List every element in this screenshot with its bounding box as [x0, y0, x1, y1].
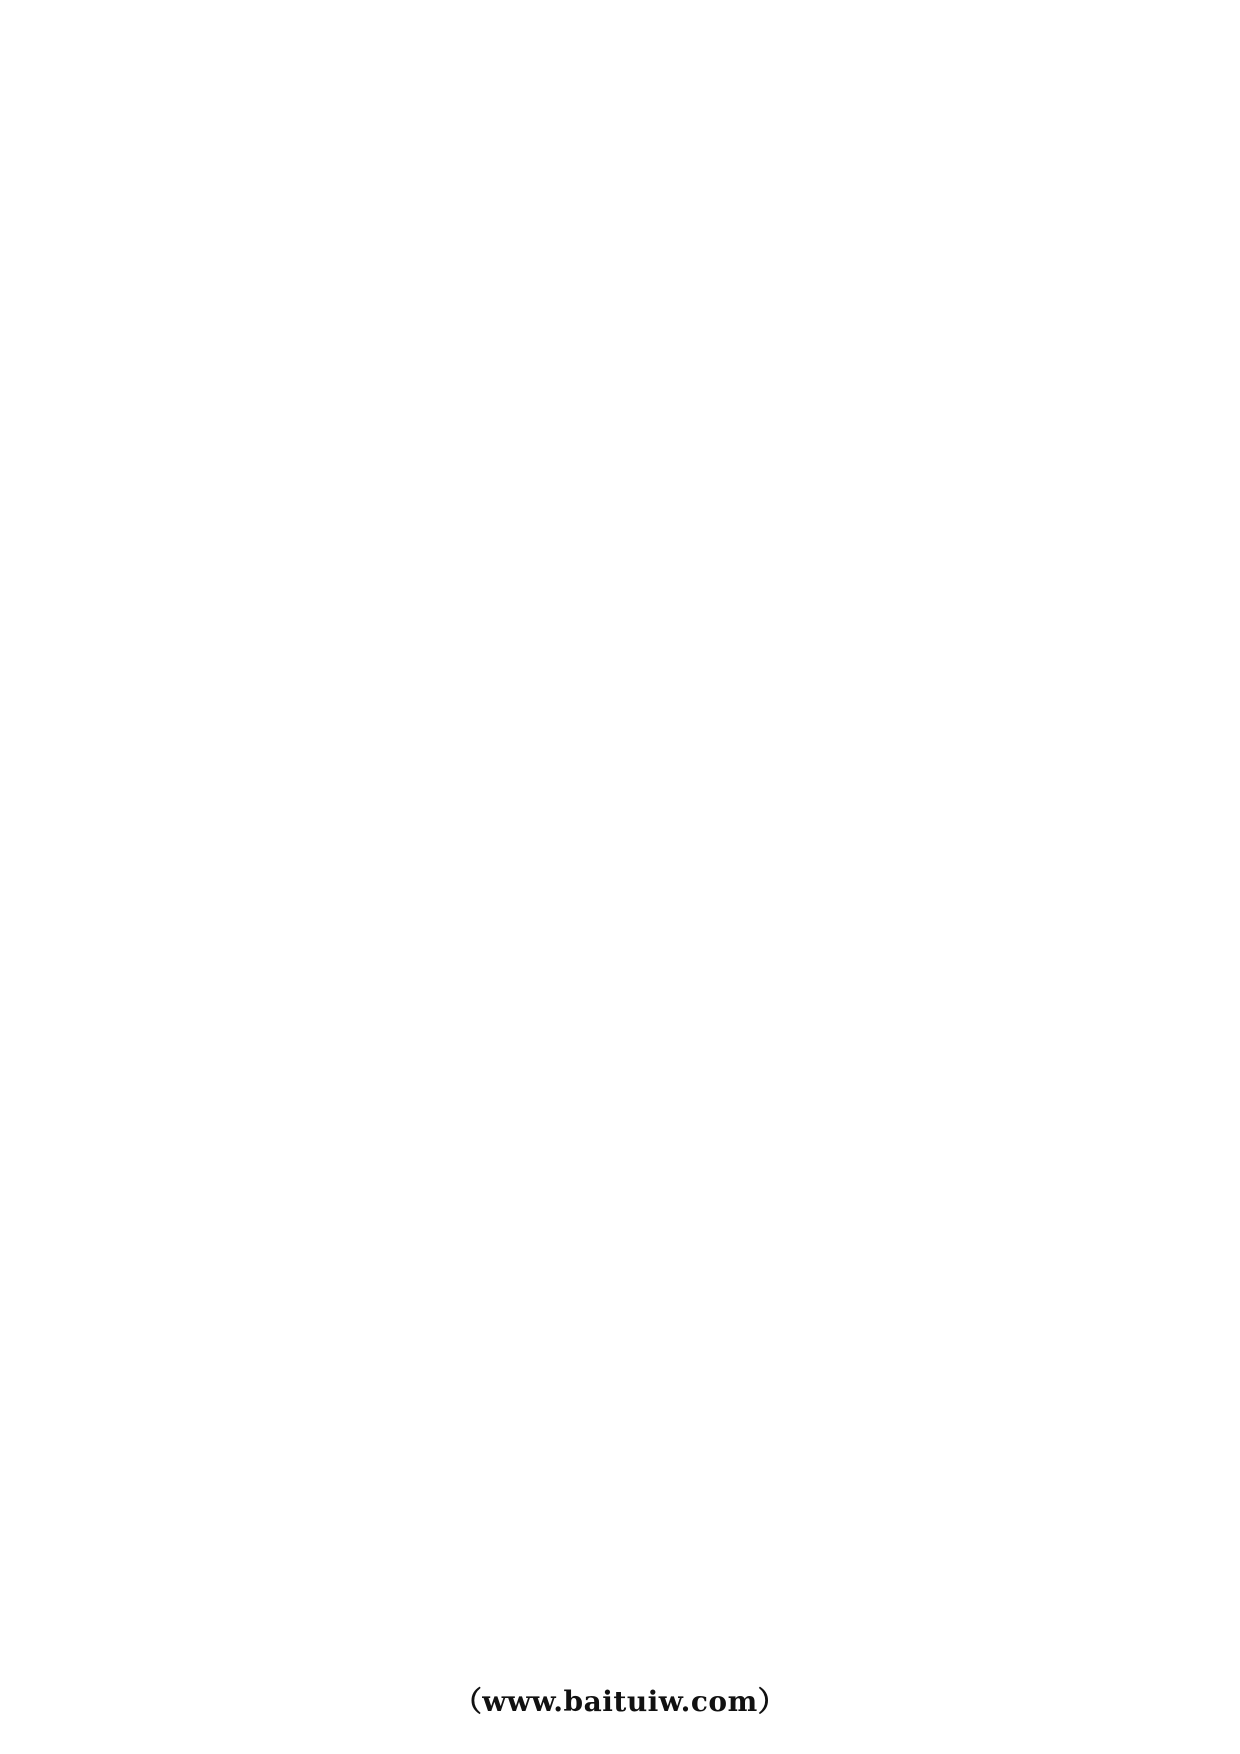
footer-url: www.baituiw.com	[482, 1685, 758, 1718]
footer-close-paren: ）	[757, 1685, 787, 1718]
footer-open-paren: （	[453, 1685, 483, 1718]
document-body	[185, 165, 1055, 1615]
page-footer	[0, 1680, 1240, 1720]
